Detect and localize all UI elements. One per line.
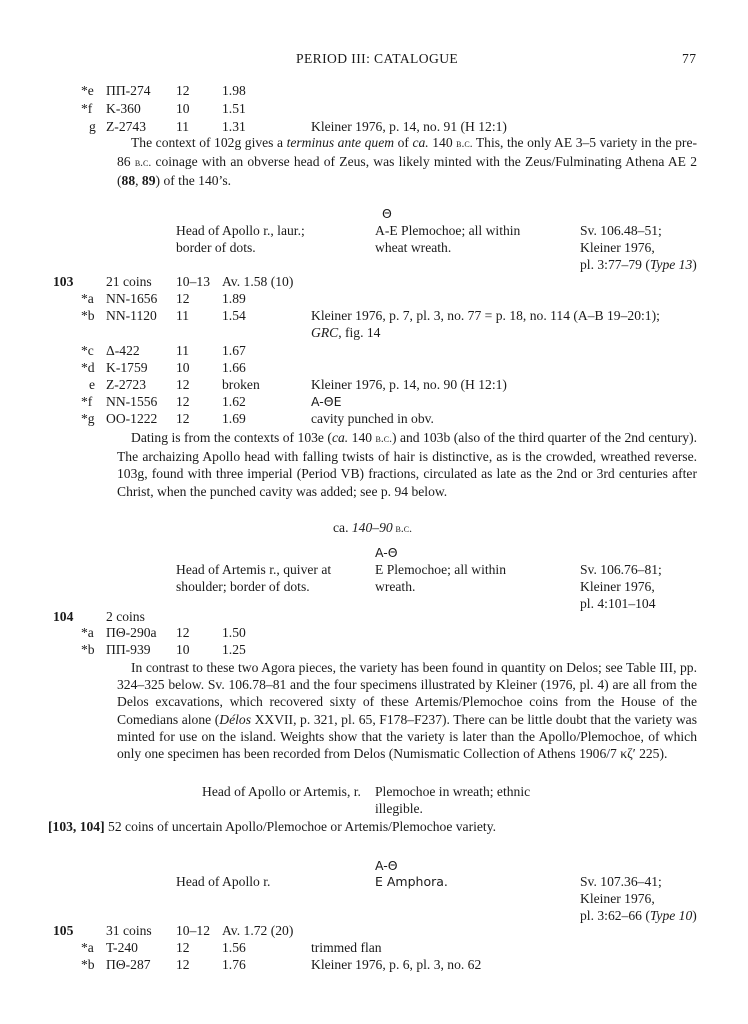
reference: Kleiner 1976, <box>580 240 655 255</box>
uncertain-summary: [103, 104] 52 coins of uncertain Apollo/Plemochoe or Artemis/Plemochoe variety. <box>48 819 497 834</box>
row-axis: 12 <box>176 291 190 306</box>
obverse-description: Head of Apollo or Artemis, r. <box>202 784 361 799</box>
reference: Kleiner 1976, <box>580 891 655 906</box>
axis-range: 10–12 <box>176 923 210 938</box>
row-mark: *d <box>81 360 95 375</box>
row-weight: 1.25 <box>222 642 246 657</box>
period-heading: ca. 140–90 b.c. <box>333 520 412 535</box>
row-id: OO-1222 <box>106 411 158 426</box>
row-weight: 1.54 <box>222 308 246 323</box>
row-id: K-360 <box>106 101 141 116</box>
commentary-paragraph-102: The context of 102g gives a terminus ante quem of ca. 140 b.c. This, the only AE 3–5 variety in the pre-86 b.c. coinage with an obverse head of Zeus, was likely minted with the Zeus/Fulminating Athena AE 2 (88, 89) of the 140’s. <box>117 135 698 189</box>
obverse-description: Head of Artemis r., quiver at <box>176 562 332 577</box>
row-axis: 10 <box>176 101 190 116</box>
row-mark: *g <box>81 411 95 426</box>
commentary-paragraph-103: Dating is from the contexts of 103e (ca. 140 b.c.) and 103b (also of the third quarter of the 2nd century). The archaizing Apollo head with falling twists of hair is distinctive, as is the crowded, wreathed reverse. 103g, found with three imperial (Period VB) fractions, circulated as late as the 2nd or 3rd centuries after Christ, when the punched cavity was added; see p. 94 below. <box>117 430 698 499</box>
row-axis: 10 <box>176 642 190 657</box>
row-note: trimmed flan <box>311 940 382 955</box>
catalog-number: 104 <box>53 609 74 624</box>
row-axis: 12 <box>176 377 190 392</box>
row-mark: *a <box>81 291 94 306</box>
row-weight: 1.67 <box>222 343 246 358</box>
row-mark: *b <box>81 308 95 323</box>
average-weight: Av. 1.72 (20) <box>222 923 294 938</box>
reference: Sv. 107.36–41; <box>580 874 662 889</box>
row-mark: *b <box>81 642 95 657</box>
row-id: Δ-422 <box>106 343 140 358</box>
row-axis: 12 <box>176 394 190 409</box>
row-weight: 1.62 <box>222 394 246 409</box>
reverse-description: wreath. <box>375 579 416 594</box>
running-header-title: PERIOD III: CATALOGUE <box>296 51 459 66</box>
row-id: NN-1120 <box>106 308 157 323</box>
row-axis: 12 <box>176 940 190 955</box>
reference: pl. 3:62–66 (Type 10) <box>580 908 697 923</box>
row-weight: 1.51 <box>222 101 246 116</box>
row-axis: 11 <box>176 119 190 134</box>
obverse-description: border of dots. <box>176 240 256 255</box>
row-id: ΠΘ-287 <box>106 957 151 972</box>
row-weight: 1.66 <box>222 360 246 375</box>
reference: Sv. 106.48–51; <box>580 223 662 238</box>
row-note: Kleiner 1976, p. 7, pl. 3, no. 77 = p. 18, no. 114 (A–B 19–20:1); <box>311 308 660 323</box>
row-weight: broken <box>222 377 260 392</box>
obverse-description: Head of Apollo r. <box>176 874 271 889</box>
row-id: Z-2743 <box>106 119 147 134</box>
row-note: Kleiner 1976, p. 6, pl. 3, no. 62 <box>311 957 482 972</box>
row-mark: *f <box>81 394 93 409</box>
row-mark: *c <box>81 343 94 358</box>
coin-count: 31 coins <box>106 923 152 938</box>
catalog-number: 105 <box>53 923 74 938</box>
row-weight: 1.89 <box>222 291 246 306</box>
reverse-description: E Plemochoe; all within <box>375 562 507 577</box>
catalog-number: 103 <box>53 274 74 289</box>
commentary-paragraph-104: In contrast to these two Agora pieces, the variety has been found in quantity on Delos; see Table III, pp. 324–325 below. Sv. 106.78–81 and the four specimens illustrated by Kleiner (1976, pl. 4) are all from the Delos excavations, which recovered sixty of these Artemis/Plemochoe coins from the House of the Comedians alone (Délos XXVII, p. 321, pl. 65, F178–F237). There can be little doubt that the variety was minted for use on the island. Weights show that the variety is later than the Apollo/Plemochoe, of which only one specimen has been recorded from Delos (Numismatic Collection of Athens 1906/7 κζ′ 225). <box>117 660 697 762</box>
reverse-description: illegible. <box>375 801 423 816</box>
obverse-description: Head of Apollo r., laur.; <box>176 223 305 238</box>
row-mark: *e <box>81 83 94 98</box>
reverse-description: E Amphora. <box>375 874 448 889</box>
row-mark: e <box>89 377 96 392</box>
reverse-description: A-E Plemochoe; all within <box>375 223 521 238</box>
reverse-description: Plemochoe in wreath; ethnic <box>375 784 531 799</box>
average-weight: Av. 1.58 (10) <box>222 274 294 289</box>
row-id: ΠΠ-939 <box>106 642 151 657</box>
row-axis: 11 <box>176 343 190 358</box>
row-id: NN-1656 <box>106 291 158 306</box>
row-note-continued: GRC, fig. 14 <box>311 325 381 340</box>
reference: pl. 3:77–79 (Type 13) <box>580 257 697 272</box>
row-id: K-1759 <box>106 360 148 375</box>
row-id: ΠΠ-274 <box>106 83 151 98</box>
coin-count: 21 coins <box>106 274 152 289</box>
coin-count: 2 coins <box>106 609 145 624</box>
reverse-monogram: A-Θ <box>375 858 398 873</box>
reverse-monogram: A-Θ <box>375 545 398 560</box>
row-weight: 1.98 <box>222 83 246 98</box>
row-weight: 1.76 <box>222 957 246 972</box>
row-mark: *a <box>81 940 94 955</box>
row-weight: 1.50 <box>222 625 246 640</box>
row-weight: 1.69 <box>222 411 246 426</box>
row-mark: *b <box>81 957 95 972</box>
reference: Kleiner 1976, <box>580 579 655 594</box>
axis-range: 10–13 <box>176 274 210 289</box>
row-axis: 12 <box>176 83 190 98</box>
row-note: Kleiner 1976, p. 14, no. 90 (H 12:1) <box>311 377 507 392</box>
row-note: cavity punched in obv. <box>311 411 434 426</box>
row-note: A-ΘE <box>311 394 342 409</box>
row-note: Kleiner 1976, p. 14, no. 91 (H 12:1) <box>311 119 507 134</box>
row-axis: 12 <box>176 625 190 640</box>
row-mark: *f <box>81 101 93 116</box>
row-id: NN-1556 <box>106 394 158 409</box>
reverse-description: wheat wreath. <box>375 240 452 255</box>
reference: Sv. 106.76–81; <box>580 562 662 577</box>
page-number: 77 <box>682 51 697 66</box>
row-axis: 12 <box>176 957 190 972</box>
row-mark: *a <box>81 625 94 640</box>
row-id: Z-2723 <box>106 377 147 392</box>
row-mark: g <box>89 119 96 134</box>
row-weight: 1.31 <box>222 119 246 134</box>
row-weight: 1.56 <box>222 940 246 955</box>
row-axis: 10 <box>176 360 190 375</box>
row-id: T-240 <box>106 940 138 955</box>
obverse-description: shoulder; border of dots. <box>176 579 310 594</box>
row-axis: 11 <box>176 308 190 323</box>
row-id: ΠΘ-290a <box>106 625 157 640</box>
reverse-monogram: Θ <box>382 206 392 221</box>
row-axis: 12 <box>176 411 190 426</box>
reference: pl. 4:101–104 <box>580 596 656 611</box>
